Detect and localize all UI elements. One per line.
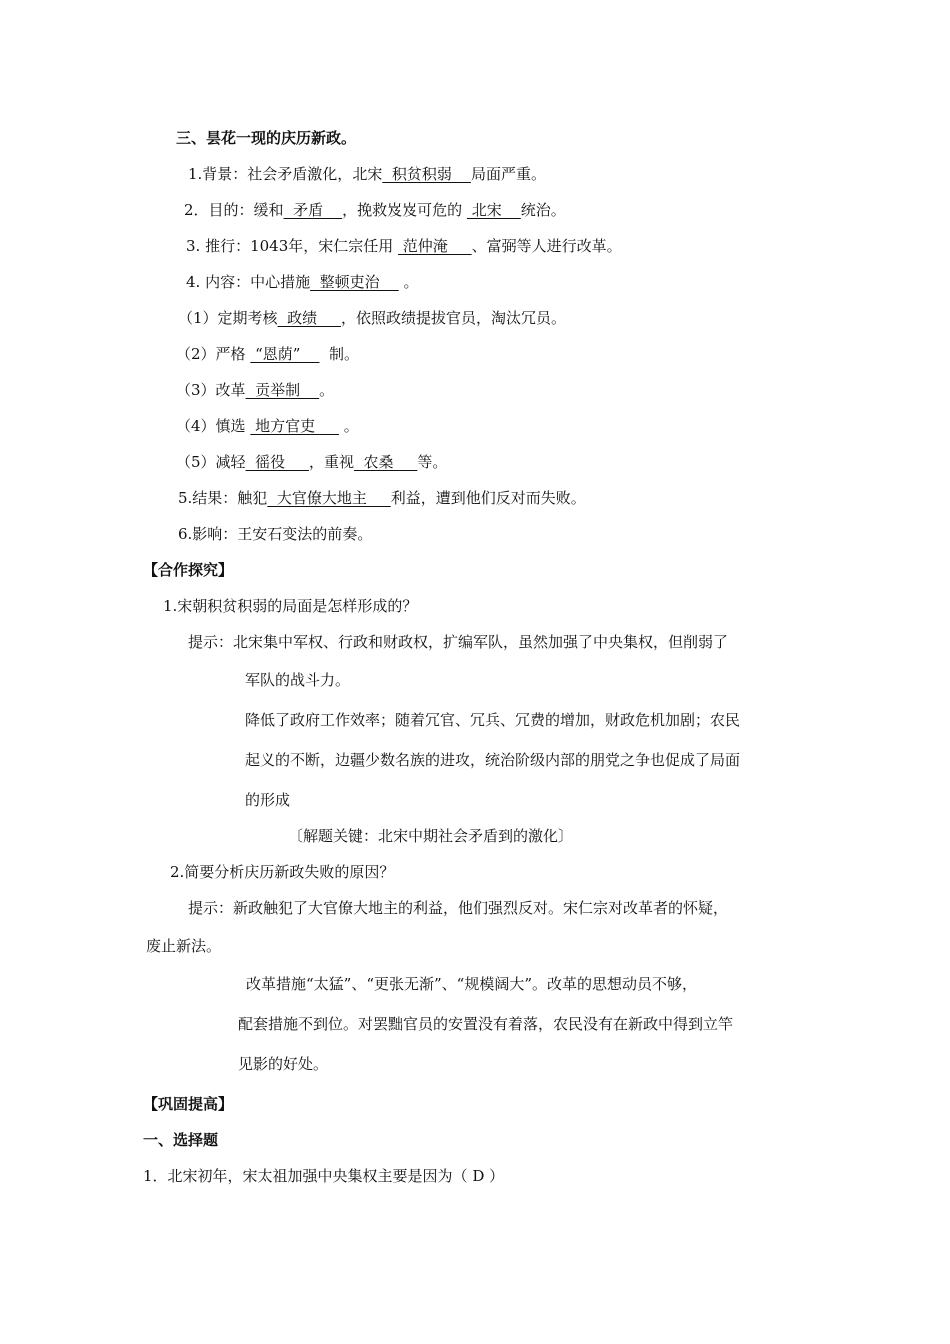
content-line: 4. 内容：中心措施 整顿吏治 。 xyxy=(186,273,419,291)
choice-heading: 一、选择题 xyxy=(143,1131,219,1149)
answer-blank: 北宋 xyxy=(466,201,521,219)
content-item-2: （2）严格 “恩荫” 制。 xyxy=(176,345,360,363)
content-item-4: （4）慎选 地方官吏 。 xyxy=(176,417,359,435)
implement-line: 3. 推行：1043年，宋仁宗任用 范仲淹 、富弼等人进行改革。 xyxy=(186,237,622,255)
consolidate-heading: 【巩固提高】 xyxy=(143,1095,234,1113)
explore-answer-1-key: 〔解题关键：北宋中期社会矛盾到的激化〕 xyxy=(288,827,574,845)
answer-blank: “恩荫” xyxy=(250,345,320,363)
content-item-1: （1）定期考核 政绩 ，依照政绩提拔官员，淘汰冗员。 xyxy=(178,309,566,327)
answer-blank: 政绩 xyxy=(277,309,341,327)
result-line: 5.结果：触犯 大官僚大地主 利益，遭到他们反对而失败。 xyxy=(178,489,586,507)
answer-blank: 整顿吏治 xyxy=(310,273,399,291)
answer-blank: 范仲淹 xyxy=(398,237,472,255)
content-item-5: （5）减轻 徭役 ，重视 农桑 等。 xyxy=(176,453,448,471)
explore-answer-1-line: 的形成 xyxy=(245,791,291,809)
explore-question-2: 2.简要分析庆历新政失败的原因？ xyxy=(170,863,395,881)
answer-blank: 矛盾 xyxy=(283,201,343,219)
explore-answer-2-line: 改革措施“太猛”、“更张无渐”、“规模阔大”。改革的思想动员不够， xyxy=(246,975,698,993)
choice-question-1: 1．北宋初年，宋太祖加强中央集权主要是因为（ D ） xyxy=(143,1167,505,1185)
answer-blank: 农桑 xyxy=(353,453,418,471)
explore-answer-2-line: 见影的好处。 xyxy=(238,1055,329,1073)
content-item-3: （3）改革 贡举制 。 xyxy=(176,381,335,399)
explore-answer-1-line: 提示：北宋集中军权、行政和财政权，扩编军队，虽然加强了中央集权，但削弱了 xyxy=(188,633,729,651)
explore-answer-1-line: 降低了政府工作效率；随着冗官、冗兵、冗费的增加，财政危机加剧；农民 xyxy=(245,711,741,729)
answer-blank: 徭役 xyxy=(245,453,309,471)
answer-blank: 积贫积弱 xyxy=(382,165,471,183)
answer-blank: 贡举制 xyxy=(245,381,320,399)
answer-blank: 大官僚大地主 xyxy=(267,489,391,507)
explore-answer-2-line: 配套措施不到位。对罢黜官员的安置没有着落，农民没有在新政中得到立竿 xyxy=(238,1015,734,1033)
explore-answer-1-line: 起义的不断，边疆少数名族的进攻，统治阶级内部的朋党之争也促成了局面 xyxy=(245,751,741,769)
explore-answer-2-line: 提示：新政触犯了大官僚大地主的利益，他们强烈反对。宋仁宗对改革者的怀疑， xyxy=(188,899,729,917)
explore-answer-2-line: 废止新法。 xyxy=(146,937,222,955)
influence-line: 6.影响：王安石变法的前奏。 xyxy=(178,525,373,543)
explore-question-1: 1.宋朝积贫积弱的局面是怎样形成的？ xyxy=(163,597,418,615)
explore-heading: 【合作探究】 xyxy=(143,561,234,579)
section-heading: 三、昙花一现的庆历新政。 xyxy=(176,129,357,147)
background-line: 1.背景：社会矛盾激化，北宋 积贫积弱 局面严重。 xyxy=(188,165,546,183)
explore-answer-1-line: 军队的战斗力。 xyxy=(245,671,351,689)
answer-blank: 地方官吏 xyxy=(250,417,339,435)
purpose-line: 2．目的：缓和 矛盾 ，挽救岌岌可危的 北宋 统治。 xyxy=(184,201,566,219)
